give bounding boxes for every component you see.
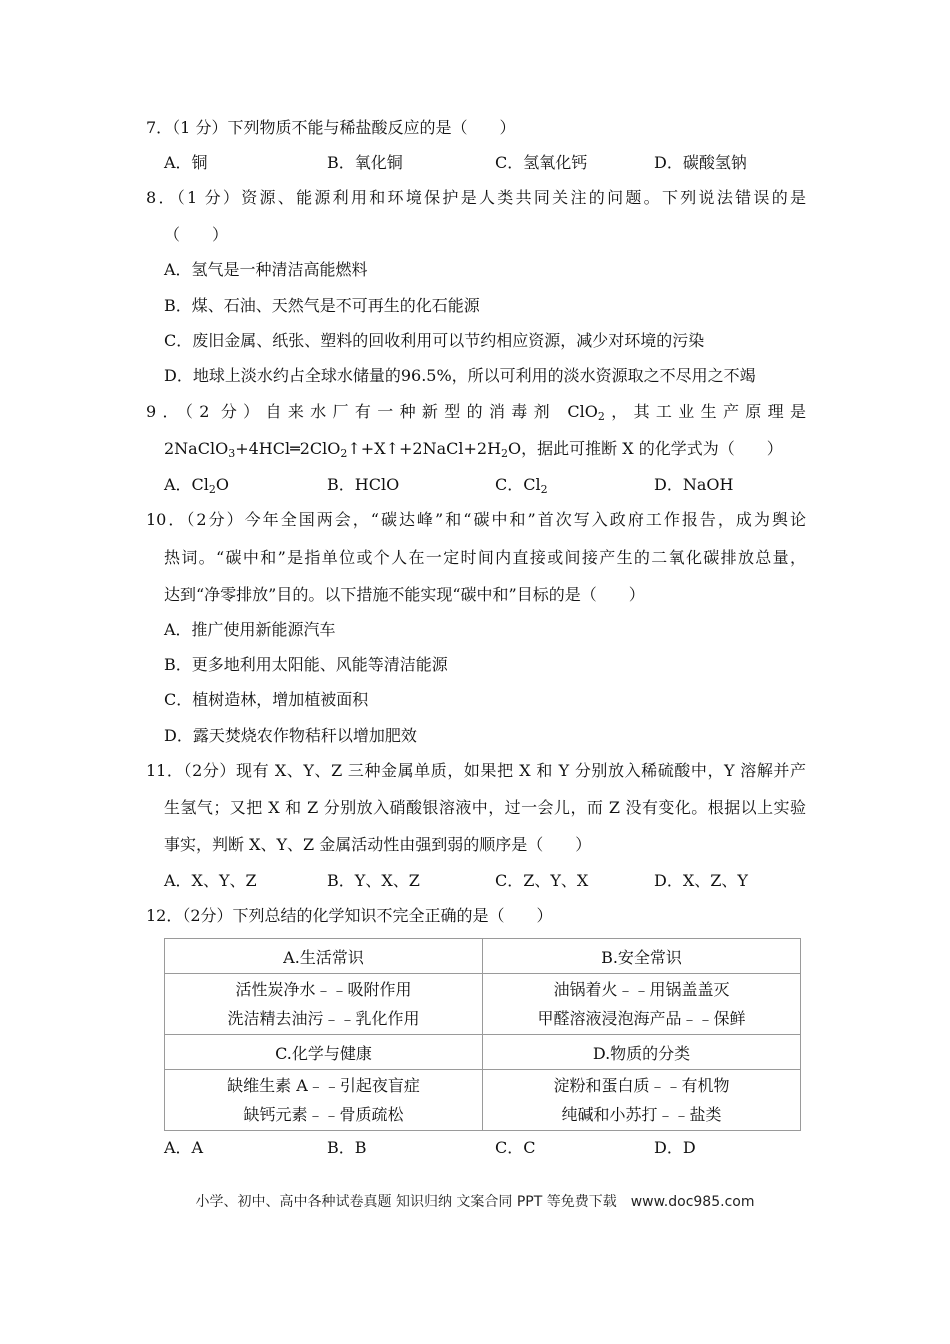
q9-equation: [164, 438, 783, 460]
q12-option-d: D．D: [654, 1138, 696, 1157]
q9-eq-sub-b: 2: [340, 447, 348, 460]
q12-option-b: B．B: [327, 1138, 367, 1157]
q12-cell-d-head: D.物质的分类: [483, 1035, 801, 1070]
q9-stem-line1: [146, 401, 806, 423]
q9-eq-sub-c: 2: [501, 447, 509, 460]
q9-option-a-text: A．Cl: [164, 475, 209, 494]
q10-option-a: A．推广使用新能源汽车: [164, 620, 336, 639]
q9-eq-part-b: +4HCl═2ClO: [235, 439, 341, 458]
q9-eq-part-a: 2NaClO: [164, 439, 229, 458]
q11-option-b: B．Y、X、Z: [327, 871, 420, 890]
q9-stem-tail: ，其工业生产原理是: [604, 402, 806, 421]
q12-cell-b-body: [483, 974, 801, 1035]
q12-cell-d-line1: 淀粉和蛋白质﹣﹣有机物: [553, 1076, 730, 1095]
q12-cell-c-body: [165, 1070, 483, 1131]
q12-cell-d-body: [483, 1070, 801, 1131]
q12-stem: 12．（2分）下列总结的化学知识不完全正确的是（ ）: [146, 906, 553, 925]
q12-cell-c-line2: 缺钙元素﹣﹣骨质疏松: [243, 1105, 404, 1124]
q8-stem-line2: （ ）: [164, 225, 229, 244]
q10-option-b: B．更多地利用太阳能、风能等清洁能源: [164, 655, 448, 674]
q11-option-c: C．Z、Y、X: [495, 871, 589, 890]
q12-cell-a-head: A.生活常识: [165, 939, 483, 974]
q7-option-c: C．氢氧化钙: [495, 153, 588, 172]
q9-option-b: B．HClO: [327, 475, 400, 494]
q8-option-c: C．废旧金属、纸张、塑料的回收利用可以节约相应资源，减少对环境的污染: [164, 331, 705, 350]
q12-cell-b-head: B.安全常识: [483, 939, 801, 974]
q8-option-a: A．氢气是一种清洁高能燃料: [164, 260, 368, 279]
q12-cell-c-line1: 缺维生素 A﹣﹣引起夜盲症: [227, 1076, 420, 1095]
q12-cell-a-body: [165, 974, 483, 1035]
q9-option-c-sub: 2: [540, 483, 548, 496]
q9-stem-sub: 2: [597, 410, 605, 423]
q9-option-c-text: C．Cl: [495, 475, 541, 494]
q7-option-d: D．碳酸氢钠: [654, 153, 747, 172]
q12-option-a: A．A: [164, 1138, 204, 1157]
q7-stem: 7．（1 分）下列物质不能与稀盐酸反应的是（ ）: [146, 118, 516, 137]
q12-cell-b-line2: 甲醛溶液浸泡海产品﹣﹣保鲜: [537, 1009, 746, 1028]
q10-stem-line3: 达到“净零排放”目的。以下措施不能实现“碳中和”目标的是（ ）: [164, 585, 645, 604]
q12-option-c: C．C: [495, 1138, 536, 1157]
q12-cell-a-line2: 洗洁精去油污﹣﹣乳化作用: [227, 1009, 420, 1028]
q9-option-c: [495, 474, 548, 496]
q10-stem-line2: 热词。“碳中和”是指单位或个人在一定时间内直接或间接产生的二氧化碳排放总量，: [164, 548, 806, 567]
q11-stem-line1: 11．（2分）现有 X、Y、Z 三种金属单质，如果把 X 和 Y 分别放入稀硫酸中，Y 溶解并产: [146, 761, 806, 780]
q11-stem-line2: 生氢气；又把 X 和 Z 分别放入硝酸银溶液中，过一会儿，而 Z 没有变化。根据以上实验: [164, 798, 806, 817]
q9-option-d: D．NaOH: [654, 475, 734, 494]
q11-option-d: D．X、Z、Y: [654, 871, 748, 890]
q9-eq-sub-a: 3: [228, 447, 236, 460]
q9-option-a-sub: 2: [208, 483, 216, 496]
q8-stem-line1: 8．（1 分）资源、能源利用和环境保护是人类共同关注的问题。下列说法错误的是: [146, 188, 806, 207]
q9-option-a-tail: O: [215, 475, 230, 494]
q12-cell-d-line2: 纯碱和小苏打﹣﹣盐类: [561, 1105, 722, 1124]
q12-table: [164, 938, 801, 1131]
q10-option-d: D．露天焚烧农作物秸秆以增加肥效: [164, 726, 417, 745]
q9-eq-part-d: O，据此可推断 X 的化学式为（ ）: [508, 439, 783, 458]
q9-option-a: [164, 474, 229, 496]
q9-eq-part-c: ↑+X↑+2NaCl+2H: [347, 439, 502, 458]
q11-option-a: A．X、Y、Z: [164, 871, 257, 890]
footer-download-text: 小学、初中、高中各种试卷真题 知识归纳 文案合同 PPT 等免费下载 www.doc985.com: [195, 1194, 755, 1210]
q11-stem-line3: 事实，判断 X、Y、Z 金属活动性由强到弱的顺序是（ ）: [164, 835, 592, 854]
q9-stem-text: 9．（2 分）自来水厂有一种新型的消毒剂 ClO: [146, 402, 598, 421]
q8-option-b: B．煤、石油、天然气是不可再生的化石能源: [164, 296, 480, 315]
q10-stem-line1: 10．（2分）今年全国两会，“碳达峰”和“碳中和”首次写入政府工作报告，成为舆论: [146, 510, 806, 529]
q7-option-b: B．氧化铜: [327, 153, 403, 172]
q7-option-a: A．铜: [164, 153, 208, 172]
q12-cell-c-head: C.化学与健康: [165, 1035, 483, 1070]
q10-option-c: C．植树造林，增加植被面积: [164, 690, 369, 709]
q8-option-d: D．地球上淡水约占全球水储量的96.5%，所以可利用的淡水资源取之不尽用之不竭: [164, 366, 756, 385]
q12-cell-b-line1: 油锅着火﹣﹣用锅盖盖灭: [553, 980, 730, 999]
q12-cell-a-line1: 活性炭净水﹣﹣吸附作用: [235, 980, 412, 999]
